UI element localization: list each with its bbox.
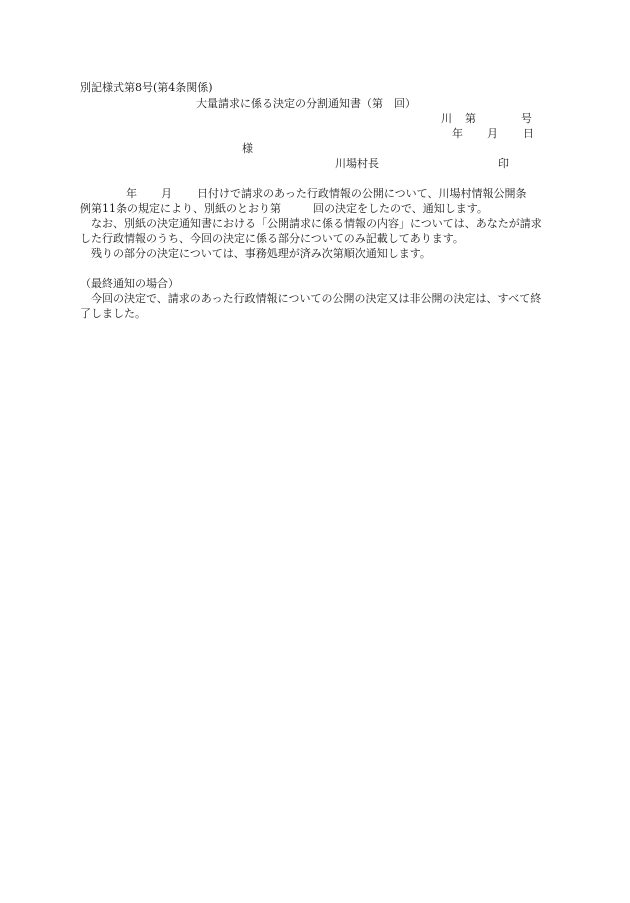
body-month: 月	[161, 187, 172, 200]
paragraph-remaining: 残りの部分の決定については、事務処理が済み次第順次通知します。	[91, 247, 431, 260]
sender-name: 川場村長	[335, 157, 379, 170]
body-line2-b: 回の決定をしたので、通知します。	[313, 202, 488, 215]
body-line1-text: 日付けで請求のあった行政情報の公開について、川場村情報公開条	[197, 187, 527, 200]
date-month: 月	[487, 127, 498, 140]
final-notice-heading: （最終通知の場合）	[80, 277, 179, 290]
ref-prefix: 川	[441, 112, 452, 125]
document-title: 大量請求に係る決定の分割通知書（第 回）	[196, 97, 416, 110]
final-notice-text: 今回の決定で、請求のあった行政情報についての公開の決定又は非公開の決定は、すべて終了しました。	[80, 292, 542, 320]
addressee-sama: 様	[242, 142, 253, 155]
date-day: 日	[523, 127, 534, 140]
form-number: 別記様式第8号(第4条関係)	[80, 81, 213, 94]
paragraph-note: なお、別紙の決定通知書における「公開請求に係る情報の内容」については、あなたが請求した行政情報のうち、今回の決定に係る部分についてのみ記載してあります。	[80, 217, 542, 245]
date-year: 年	[452, 127, 463, 140]
body-year: 年	[126, 187, 137, 200]
body-line2-a: 例第11条の規定により、別紙のとおり第	[80, 202, 281, 215]
ref-dai: 第	[465, 112, 476, 125]
ref-go: 号	[521, 112, 532, 125]
seal-mark: 印	[498, 157, 509, 170]
